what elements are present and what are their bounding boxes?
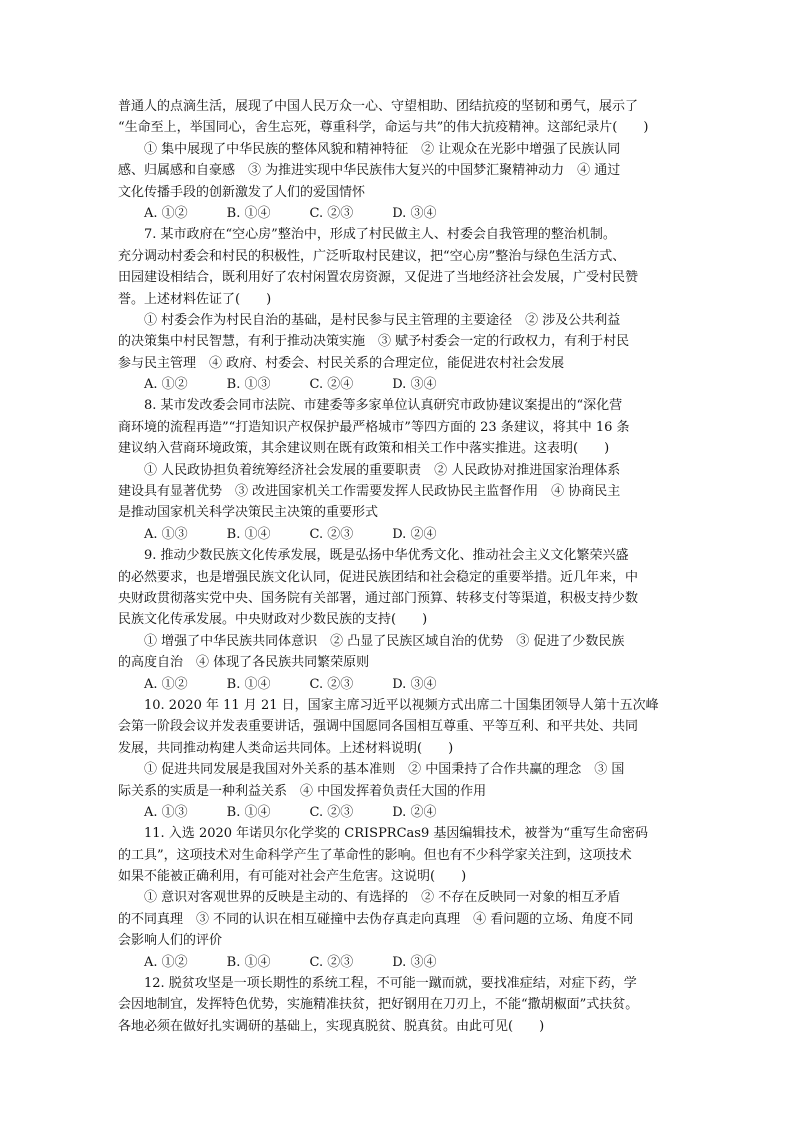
text-line: A. ①② B. ①④ C. ②③ D. ③④ (118, 954, 437, 970)
text-line: 文化传播手段的创新激发了人们的爱国情怀 (118, 184, 366, 200)
text-line: 11. 入选 2020 年诺贝尔化学奖的 CRISPRCas9 基因编辑技术，被誉为“重写生命密码 (118, 826, 649, 842)
text-line: 9. 推动少数民族文化传承发展，既是弘扬中华优秀文化、推动社会主义文化繁荣兴盛 (118, 548, 629, 564)
text-line: A. ①② B. ①④ C. ②③ D. ③④ (118, 676, 437, 692)
document-page (118, 96, 678, 1037)
text-line: 普通人的点滴生活，展现了中国人民万众一心、守望相助、团结抗疫的坚韧和勇气，展示了 (118, 99, 639, 114)
text-line: 12. 脱贫攻坚是一项长期性的系统工程，不可能一蹴而就，要找准症结，对症下药，学 (118, 976, 637, 992)
text-line: 际关系的实质是一种利益关系 ④ 中国发挥着负责任大国的作用 (118, 783, 487, 799)
text-line: 会影响人们的评价 (118, 933, 223, 949)
text-line: ① 人民政协担负着统筹经济社会发展的重要职责 ② 人民政协对推进国家治理体系 (118, 462, 621, 478)
text-line: A. ①③ B. ①④ C. ②③ D. ②④ (118, 804, 437, 820)
text-line: 央财政贯彻落实党中央、国务院有关部署，通过部门预算、转移支付等渠道，积极支持少数 (118, 590, 639, 606)
text-line: 如果不能被正确利用，有可能对社会产生危害。这说明( ) (118, 869, 467, 885)
text-line: 10. 2020 年 11 月 21 日，国家主席习近平以视频方式出席二十国集团领导人第十五次峰 (118, 697, 659, 713)
text-line: ① 集中展现了中华民族的整体风貌和精神特征 ② 让观众在光影中增强了民族认同 (118, 141, 621, 157)
text-line: “生命至上，举国同心，舍生忘死，尊重科学，命运与共”的伟大抗疫精神。这部纪录片( ) (118, 120, 649, 136)
text-line: 的不同真理 ③ 不同的认识在相互碰撞中去伪存真走向真理 ④ 看问题的立场、角度不同 (118, 911, 634, 927)
text-line: 感、归属感和自豪感 ③ 为推进实现中华民族伟大复兴的中国梦汇聚精神动力 ④ 通过 (118, 163, 621, 179)
text-line: 的决策集中村民智慧，有利于推动决策实施 ③ 赋予村委会一定的行政权力，有利于村民 (118, 334, 630, 350)
text-line: ① 意识对客观世界的反映是主动的、有选择的 ② 不存在反映同一对象的相互矛盾 (118, 890, 621, 906)
text-line: 田园建设相结合，既利用好了农村闲置农房资源，又促进了当地经济社会发展，广受村民赞 (118, 270, 639, 286)
text-line: ① 增强了中华民族共同体意识 ② 凸显了民族区域自治的优势 ③ 促进了少数民族 (118, 633, 625, 649)
text-line: 建议纳入营商环境政策，其余建议则在既有政策和相关工作中落实推进。这表明( ) (118, 441, 610, 457)
text-line: 会第一阶段会议并发表重要讲话，强调中国愿同各国相互尊重、平等互利、和平共处、共同 (118, 719, 639, 735)
text-line: 会因地制宜，发挥特色优势，实施精准扶贫，把好钢用在刀刃上，不能“撒胡椒面”式扶贫。 (118, 997, 639, 1013)
text-line: 8. 某市发改委会同市法院、市建委等多家单位认真研究市政协建议案提出的“深化营 (118, 398, 623, 414)
text-line: 的高度自治 ④ 体现了各民族共同繁荣原则 (118, 655, 370, 671)
text-line: 的工具”，这项技术对生命科学产生了革命性的影响。但也有不少科学家关注到，这项技术 (118, 847, 632, 863)
text-line: A. ①② B. ①④ C. ②③ D. ③④ (118, 205, 437, 221)
text-line: 是推动国家机关科学决策民主决策的重要形式 (118, 505, 379, 521)
text-line: A. ①③ B. ①④ C. ②③ D. ②④ (118, 526, 437, 542)
text-line: ① 村委会作为村民自治的基础，是村民参与民主管理的主要途径 ② 涉及公共利益 (118, 312, 621, 328)
text-line: 建设具有显著优势 ③ 改进国家机关工作需要发挥人民政协民主监督作用 ④ 协商民主 (118, 484, 621, 500)
text-line: 的必然要求，也是增强民族文化认同，促进民族团结和社会稳定的重要举措。近几年来，中 (118, 569, 639, 585)
text-line: 民族文化传承发展。中央财政对少数民族的支持( ) (118, 612, 428, 628)
text-line: ① 促进共同发展是我国对外关系的基本准则 ② 中国秉持了合作共赢的理念 ③ 国 (118, 762, 625, 778)
text-line: 各地必须在做好扎实调研的基础上，实现真脱贫、脱真贫。由此可见( ) (118, 1018, 545, 1034)
text-line: 誉。上述材料佐证了( ) (118, 291, 272, 307)
text-line: 发展，共同推动构建人类命运共同体。上述材料说明( ) (118, 740, 454, 756)
text-line: 充分调动村委会和村民的积极性，广泛听取村民建议，把“空心房”整治与绿色生活方式、 (118, 248, 626, 264)
text-line: 7. 某市政府在“空心房”整治中，形成了村民做主人、村委会自我管理的整治机制。 (118, 227, 616, 243)
text-line: A. ①② B. ①③ C. ②④ D. ③④ (118, 377, 437, 393)
text-line: 商环境的流程再造”“打造知识产权保护最严格城市”等四方面的 23 条建议，将其中 16 条 (118, 419, 630, 435)
text-line: 参与民主管理 ④ 政府、村委会、村民关系的合理定位，能促进农村社会发展 (118, 355, 565, 371)
